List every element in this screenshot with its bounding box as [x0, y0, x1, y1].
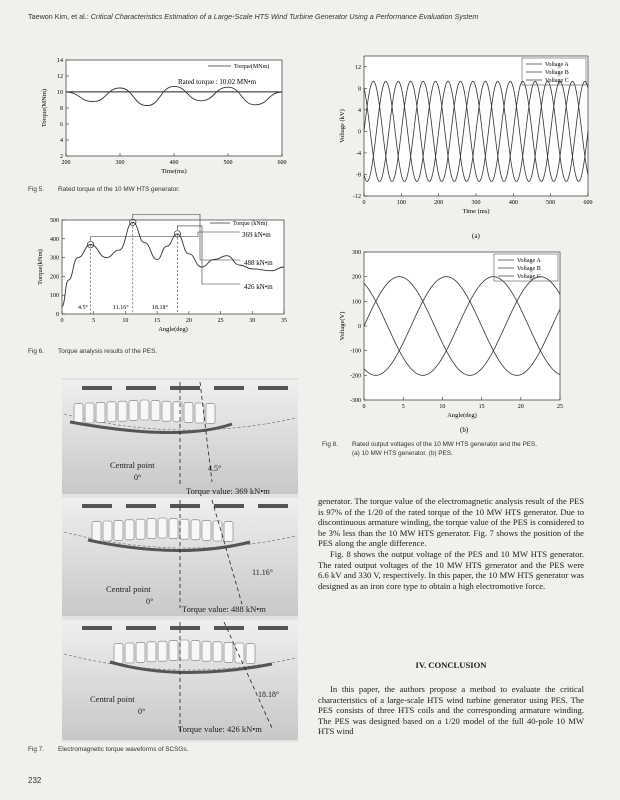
fig7-panel-3-field-coil	[170, 626, 200, 630]
fig7-panel-2-field-coil	[214, 504, 244, 508]
fig7-panel-1-field-coil	[126, 386, 156, 390]
fig8a-ytick-label: 0	[358, 129, 361, 136]
fig7-panel-1-slot	[151, 401, 160, 421]
conclusion-column	[318, 684, 584, 737]
fig7-panel-2-field-coil	[82, 504, 112, 508]
fig7-panel-3-slot	[147, 642, 156, 662]
fig5-ytick-label: 10	[57, 90, 63, 96]
fig7-panel-1-field-coil	[258, 386, 288, 390]
fig7-panel1-angle: 4.5°	[208, 464, 222, 473]
fig7-panel-2-field-coil	[126, 504, 156, 508]
fig7-panel-2-slot	[158, 518, 167, 538]
fig6-peak3-label: 426 kN•m	[244, 283, 273, 291]
header-title: Critical Characteristics Estimation of a Large-Scale HTS Wind Turbine Generator Using a Performance Evaluation System	[90, 12, 479, 21]
fig8b-ytick-label: 300	[352, 250, 361, 256]
fig7-panel-3-field-coil	[82, 626, 112, 630]
fig6-legend: Torque (kNm)	[233, 221, 268, 227]
fig6-caption-number: Fig 6.	[28, 348, 44, 355]
fig5-caption	[28, 186, 180, 193]
fig8a-ytick-label: 4	[358, 107, 361, 114]
fig6-caption	[28, 348, 157, 355]
fig8a-legend-entry: Voltage C	[545, 78, 569, 84]
fig8a-xtick-label: 0	[362, 200, 366, 206]
fig5-plot-frame	[66, 60, 282, 156]
fig7-panel2-zero: 0°	[146, 597, 154, 606]
paragraph-3: In this paper, the authors propose a method to evaluate the critical characteristics of a large-scale HTS wind turbine generator using PES. The PES consists of three HTS coils and the corresponding armature winding. The PES was designed based on a 1/20 model of the full 40-pole 10 MW HTS wind	[318, 684, 584, 737]
fig8b-xtick-label: 20	[517, 404, 524, 410]
fig8b-ytick-label: 200	[352, 274, 361, 281]
section-heading: IV. CONCLUSION	[415, 660, 487, 670]
fig6-xlabel: Angle(deg)	[158, 326, 188, 333]
fig6-peak1-label: 369 kN•m	[242, 231, 271, 239]
fig7-panel-1-slot	[107, 402, 116, 422]
fig7-panel-1-field-coil	[214, 386, 244, 390]
fig7-panel-1-field-coil	[82, 386, 112, 390]
fig7-panel2-central: Central point	[106, 584, 151, 594]
fig8a-xtick-label: 300	[471, 200, 481, 206]
fig5-ytick-label: 4	[60, 138, 63, 144]
fig7-panel3-torque: Torque value: 426 kN•m	[178, 724, 262, 734]
fig6-xtick-label: 10	[122, 318, 129, 324]
fig7-panel-2-slot	[202, 520, 211, 540]
fig8b-ytick-label: -200	[350, 373, 361, 380]
fig8b-legend-entry: Voltage A	[517, 258, 541, 264]
fig8a-legend-entry: Voltage A	[545, 62, 569, 68]
fig8b-sublabel: (b)	[460, 426, 469, 434]
fig8b-legend-entry: Voltage B	[517, 266, 541, 272]
fig5-ytick-label: 8	[60, 106, 63, 112]
fig5-caption-number: Fig 5.	[28, 186, 44, 193]
fig7-panel-2-slot	[213, 521, 222, 541]
fig5-xtick-label: 500	[223, 160, 233, 166]
running-header	[28, 12, 478, 21]
fig7-panel-1-slot	[118, 401, 127, 421]
fig7-panel-3-field-coil	[126, 626, 156, 630]
fig6-ytick-label: 0	[56, 312, 59, 318]
fig7-panel-2-slot	[114, 520, 123, 540]
fig6-xtick-label: 20	[185, 318, 192, 324]
fig5-legend: Torque(MNm)	[234, 64, 270, 70]
fig6-caption-text: Torque analysis results of the PES.	[58, 348, 158, 355]
fig7-panel-2-field-coil	[170, 504, 200, 508]
fig6-ytick-label: 100	[50, 293, 59, 300]
fig8b-xtick-label: 25	[557, 404, 563, 410]
fig8-caption-number: Fig 8.	[322, 441, 338, 448]
fig8a-ylabel: Voltage (kV)	[339, 109, 346, 143]
fig8b-xtick-label: 0	[362, 404, 366, 410]
fig6-ylabel: Torque(kNm)	[37, 249, 44, 285]
fig7-panel-2-slot	[191, 520, 200, 540]
fig7-panel-1-slot	[129, 401, 138, 421]
fig6-xtick-label: 5	[92, 318, 96, 324]
fig8a-legend-entry: Voltage B	[545, 70, 569, 76]
fig5-xtick-label: 400	[169, 160, 179, 166]
fig8b-xtick-label: 5	[401, 404, 405, 410]
fig5-xlabel: Time(ms)	[161, 168, 187, 175]
fig6-ytick-label: 400	[50, 236, 59, 243]
fig7-panel-1-slot	[206, 404, 215, 424]
fig7-panel-2-field-coil	[258, 504, 288, 508]
fig6-chart	[28, 210, 290, 336]
fig7-panel-3-slot	[224, 642, 233, 662]
body-column	[318, 496, 584, 591]
fig7-panel-1-slot	[96, 402, 105, 422]
header-authors: Taewon Kim, et al.:	[28, 12, 89, 21]
fig7-panel1-central: Central point	[110, 460, 155, 470]
fig6-ytick-label: 500	[50, 218, 59, 224]
fig7-panel-2-slot	[180, 519, 189, 539]
fig6-peak2-label: 488 kN•m	[244, 259, 273, 267]
fig7-panel-3-slot	[114, 644, 123, 664]
fig6-angle2-label: 11.16°	[113, 305, 129, 311]
fig8b-ytick-label: 100	[352, 299, 361, 306]
fig5-xtick-label: 600	[277, 160, 287, 166]
fig6-angle3-label: 18.18°	[152, 305, 168, 311]
fig7-panel-3-field-coil	[214, 626, 244, 630]
fig7-panel-3-slot	[125, 643, 134, 663]
fig6-xtick-label: 0	[60, 318, 64, 324]
fig7-panel-3-slot	[235, 643, 244, 663]
fig6-xtick-label: 35	[281, 318, 287, 324]
fig8b-xtick-label: 15	[478, 404, 485, 410]
fig5-xtick-label: 200	[61, 160, 71, 166]
fig7-panel-2-slot	[147, 519, 156, 539]
fig7-panel-2-slot	[224, 522, 233, 542]
fig8a-xtick-label: 100	[396, 200, 406, 206]
fig5-ytick-label: 14	[57, 58, 63, 64]
fig7-panel-3-slot	[213, 642, 222, 662]
fig7-panel-2-slot	[125, 520, 134, 540]
fig8b-legend-entry: Voltage C	[517, 274, 541, 280]
fig7-panel-2-slot	[92, 522, 101, 542]
fig7-panel-3-field-coil	[258, 626, 288, 630]
fig6-xtick-label: 25	[217, 318, 224, 324]
fig7-panel3-zero: 0°	[138, 707, 146, 716]
fig7-panel-3-slot	[202, 641, 211, 661]
fig7-panel-1-slot	[74, 404, 83, 424]
fig5-ytick-label: 6	[60, 122, 63, 128]
fig7-panel-1-field-coil	[170, 386, 200, 390]
fig8a-ytick-label: -12	[353, 194, 361, 200]
fig7-panel3-angle: 18.18°	[258, 690, 280, 699]
fig7-panel-3-slot	[246, 644, 255, 664]
fig8b-ytick-label: 0	[358, 324, 361, 330]
fig8a-sublabel: (a)	[472, 232, 480, 240]
fig7-panel2-angle: 11.16°	[252, 568, 273, 577]
fig6-xtick-label: 30	[249, 318, 256, 324]
fig7-panel1-torque: Torque value: 369 kN•m	[186, 486, 270, 496]
fig8-caption-line1: Rated output voltages of the 10 MW HTS generator and the PES.	[352, 441, 538, 448]
fig8b-ytick-label: -300	[350, 398, 361, 404]
fig8a-ytick-label: -4	[356, 150, 361, 157]
fig5-ylabel: Torque(MNm)	[41, 88, 48, 128]
fig6-xtick-label: 15	[154, 318, 161, 324]
fig7-panel-3-slot	[180, 640, 189, 660]
fig8b-xtick-label: 10	[439, 404, 446, 410]
fig8a-ytick-label: 12	[355, 64, 361, 71]
fig8a-ytick-label: 8	[358, 86, 361, 93]
fig5-ytick-label: 2	[60, 154, 63, 160]
fig8a-xtick-label: 500	[546, 200, 556, 206]
fig6-ytick-label: 200	[50, 274, 59, 281]
fig5-annotation: Rated torque : 10.02 MN•m	[178, 78, 257, 86]
fig5-ytick-label: 12	[57, 74, 63, 80]
fig7-panel2-torque: Torque value: 488 kN•m	[182, 604, 266, 614]
fig7-panel-2-slot	[103, 521, 112, 541]
fig8b-ylabel: Voltage(V)	[339, 311, 346, 341]
fig8a-chart	[322, 52, 594, 242]
fig7-panel-3-slot	[169, 641, 178, 661]
fig8a-ytick-label: -8	[356, 172, 361, 179]
fig7-panel3-central: Central point	[90, 694, 135, 704]
fig7-panels	[62, 378, 298, 742]
fig7-panel-3-slot	[191, 641, 200, 661]
fig7-panel-1-slot	[184, 402, 193, 422]
fig7-panel-3-slot	[136, 642, 145, 662]
fig7-caption-text: Electromagnetic torque waveforms of SCSGs.	[58, 746, 189, 753]
fig8b-xlabel: Angle(deg)	[447, 412, 477, 419]
paragraph-2: Fig. 8 shows the output voltage of the PES and 10 MW HTS generator. The rated output voltages of the 10 MW HTS generator and the PES were 6.6 kV and 330 V, respectively. In this paper, the 10 MW HTS generator was designed as an iron core type to obtain a high electromotive force.	[318, 548, 584, 591]
fig6-angle1-label: 4.5°	[78, 305, 88, 311]
fig5-chart	[28, 52, 290, 180]
fig7-caption-number: Fig 7.	[28, 746, 44, 753]
fig8a-xtick-label: 400	[508, 200, 518, 206]
fig7-simulation-image	[62, 378, 298, 742]
fig5-xtick-label: 300	[115, 160, 125, 166]
fig8-caption-line2: (a) 10 MW HTS generator. (b) PES.	[352, 450, 453, 457]
fig8a-xtick-label: 600	[583, 200, 593, 206]
fig7-panel-2-slot	[136, 519, 145, 539]
fig5-caption-text: Rated torque of the 10 MW HTS generator.	[58, 186, 180, 193]
fig7-panel-2-slot	[169, 519, 178, 539]
fig8b-chart	[322, 250, 594, 436]
paragraph-1: generator. The torque value of the electromagnetic analysis result of the PES is 97% of the 1/20 of the rated torque of the 10 MW HTS generator. Due to discontinuous armature winding, the torque value of the PES is considered to be 3% less than the 10 MW HTS generator. Fig. 7 shows the position of the PES along the angle difference.	[318, 496, 584, 549]
fig7-panel1-zero: 0°	[134, 473, 142, 482]
fig7-panel-1-slot	[85, 403, 94, 423]
fig6-ytick-label: 300	[50, 255, 59, 262]
fig7-caption	[28, 746, 188, 753]
page-number: 232	[28, 776, 42, 785]
fig8b-ytick-label: -100	[350, 348, 361, 355]
fig8-caption	[322, 440, 537, 458]
fig7-panel-1-slot	[140, 400, 149, 420]
fig7-panel-3-slot	[158, 641, 167, 661]
fig8a-xtick-label: 200	[434, 200, 444, 206]
fig7-panel-1-slot	[162, 401, 171, 421]
fig8a-xlabel: Time (ms)	[462, 208, 490, 215]
fig7-panel-1-slot	[173, 402, 182, 422]
